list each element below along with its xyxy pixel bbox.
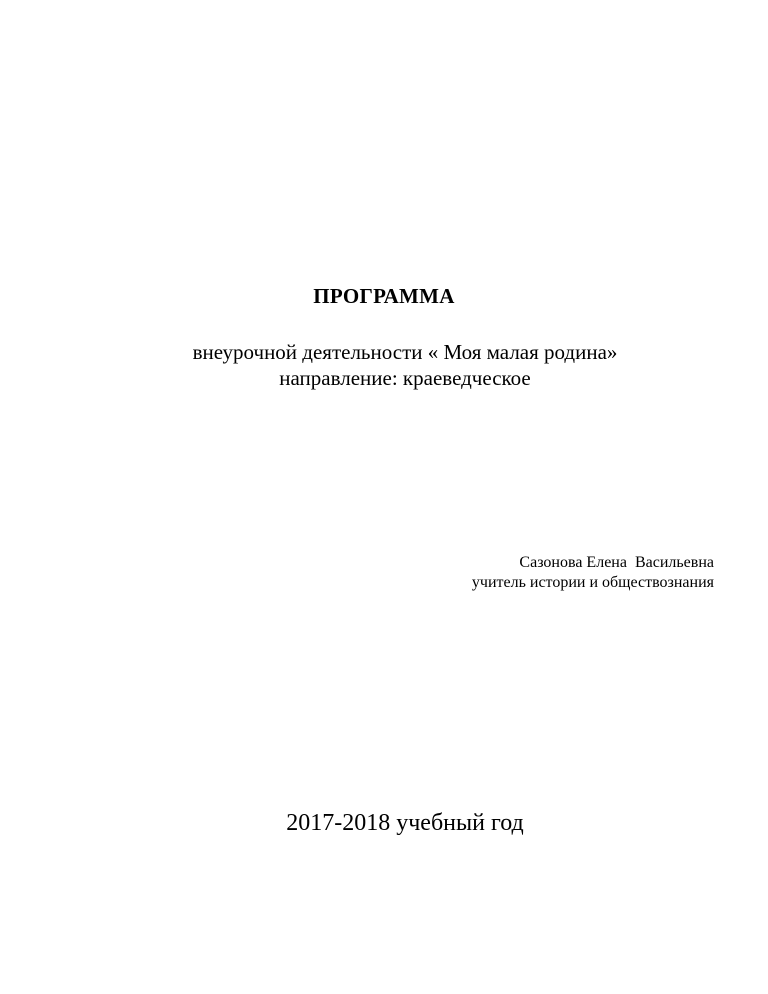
academic-year: 2017-2018 учебный год xyxy=(286,810,524,836)
author-name: Сазонова Елена Васильевна xyxy=(519,554,714,571)
page-title: ПРОГРАММА xyxy=(313,284,455,308)
author-info xyxy=(472,553,714,593)
program-name-line: внеурочной деятельности « Моя малая родина» xyxy=(192,340,618,364)
program-description xyxy=(0,339,768,391)
program-direction-line: направление: краеведческое xyxy=(279,366,531,390)
author-position: учитель истории и обществознания xyxy=(471,574,714,591)
